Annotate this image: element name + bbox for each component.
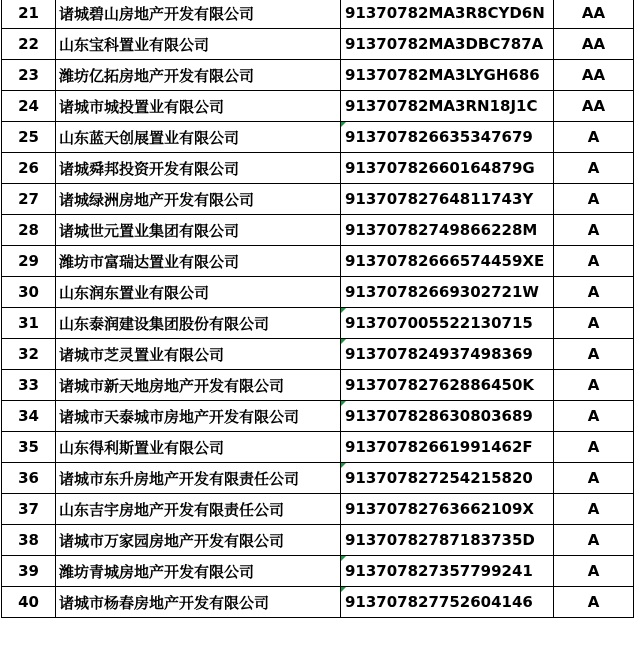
table-row: [2, 277, 634, 308]
table-row: [2, 153, 634, 184]
row-number-cell[interactable]: 38: [2, 525, 56, 556]
company-name-cell[interactable]: 山东吉宇房地产开发有限责任公司: [56, 494, 341, 525]
company-name-cell[interactable]: 潍坊青城房地产开发有限公司: [56, 556, 341, 587]
credit-grade-cell[interactable]: A: [554, 184, 634, 215]
row-number-cell[interactable]: 29: [2, 246, 56, 277]
table-row: [2, 339, 634, 370]
table-row: [2, 215, 634, 246]
table-row: [2, 525, 634, 556]
credit-code-text: 91370782764811743Y: [345, 190, 534, 208]
row-number-cell[interactable]: 36: [2, 463, 56, 494]
row-number-cell[interactable]: 37: [2, 494, 56, 525]
row-number-cell[interactable]: 39: [2, 556, 56, 587]
credit-code-cell[interactable]: [341, 432, 554, 463]
row-number-cell[interactable]: 25: [2, 122, 56, 153]
credit-grade-cell[interactable]: A: [554, 122, 634, 153]
table-row: [2, 463, 634, 494]
credit-code-text: 91370782762886450K: [345, 376, 535, 394]
company-name-cell[interactable]: 山东润东置业有限公司: [56, 277, 341, 308]
row-number-cell[interactable]: 35: [2, 432, 56, 463]
credit-code-text: 913707827752604146: [345, 593, 533, 611]
table-row: [2, 0, 634, 29]
credit-code-cell[interactable]: [341, 370, 554, 401]
credit-grade-cell[interactable]: A: [554, 215, 634, 246]
row-number-cell[interactable]: 22: [2, 29, 56, 60]
credit-code-cell[interactable]: [341, 339, 554, 370]
credit-grade-cell[interactable]: A: [554, 308, 634, 339]
credit-grade-cell[interactable]: A: [554, 525, 634, 556]
table-row: [2, 122, 634, 153]
row-number-cell[interactable]: 40: [2, 587, 56, 618]
credit-code-text: 91370782661991462F: [345, 438, 533, 456]
credit-code-cell[interactable]: [341, 556, 554, 587]
credit-code-cell[interactable]: [341, 184, 554, 215]
row-number-cell[interactable]: 33: [2, 370, 56, 401]
credit-code-text: 913707827254215820: [345, 469, 533, 487]
credit-grade-cell[interactable]: A: [554, 339, 634, 370]
credit-code-text: 91370782787183735D: [345, 531, 535, 549]
credit-code-text: 913707828630803689: [345, 407, 533, 425]
company-name-cell[interactable]: 山东蓝天创展置业有限公司: [56, 122, 341, 153]
table-row: [2, 494, 634, 525]
company-name-cell[interactable]: 山东宝科置业有限公司: [56, 29, 341, 60]
credit-code-text: 91370782MA3DBC787A: [345, 35, 544, 53]
company-name-cell[interactable]: 诸城绿洲房地产开发有限公司: [56, 184, 341, 215]
table-row: [2, 308, 634, 339]
credit-code-cell[interactable]: [341, 525, 554, 556]
credit-code-text: 913707827357799241: [345, 562, 533, 580]
row-number-cell[interactable]: 32: [2, 339, 56, 370]
credit-grade-cell[interactable]: A: [554, 587, 634, 618]
company-name-cell[interactable]: 诸城市城投置业有限公司: [56, 91, 341, 122]
row-number-cell[interactable]: 30: [2, 277, 56, 308]
table-body: [2, 0, 634, 618]
company-name-cell[interactable]: 诸城市东升房地产开发有限责任公司: [56, 463, 341, 494]
credit-code-text: 91370782749866228M: [345, 221, 538, 239]
credit-code-cell[interactable]: [341, 215, 554, 246]
credit-code-text: 91370782763662109X: [345, 500, 534, 518]
credit-code-cell[interactable]: [341, 277, 554, 308]
credit-grade-cell[interactable]: A: [554, 370, 634, 401]
company-name-cell[interactable]: 潍坊市富瑞达置业有限公司: [56, 246, 341, 277]
row-number-cell[interactable]: 31: [2, 308, 56, 339]
credit-grade-cell[interactable]: AA: [554, 91, 634, 122]
row-number-cell[interactable]: 21: [2, 0, 56, 29]
row-number-cell[interactable]: 26: [2, 153, 56, 184]
credit-grade-cell[interactable]: A: [554, 432, 634, 463]
credit-grade-cell[interactable]: AA: [554, 60, 634, 91]
cell-note-marker-icon: [341, 401, 346, 406]
credit-grade-cell[interactable]: A: [554, 401, 634, 432]
credit-grade-cell[interactable]: AA: [554, 29, 634, 60]
credit-code-text: 91370782660164879G: [345, 159, 535, 177]
credit-code-cell[interactable]: [341, 153, 554, 184]
company-name-cell[interactable]: 诸城市杨春房地产开发有限公司: [56, 587, 341, 618]
credit-code-text: 91370782666574459XE: [345, 252, 545, 270]
company-name-cell[interactable]: 诸城市万家园房地产开发有限公司: [56, 525, 341, 556]
credit-code-text: 91370782MA3RN18J1C: [345, 97, 538, 115]
credit-code-cell[interactable]: [341, 122, 554, 153]
credit-grade-cell[interactable]: A: [554, 556, 634, 587]
row-number-cell[interactable]: 28: [2, 215, 56, 246]
credit-code-cell[interactable]: [341, 60, 554, 91]
credit-code-text: 91370782MA3R8CYD6N: [345, 4, 545, 22]
table-row: [2, 246, 634, 277]
credit-code-text: 913707824937498369: [345, 345, 533, 363]
credit-code-text: 91370782MA3LYGH686: [345, 66, 540, 84]
cell-note-marker-icon: [341, 339, 346, 344]
row-number-cell[interactable]: 24: [2, 91, 56, 122]
company-name-cell[interactable]: 诸城世元置业集团有限公司: [56, 215, 341, 246]
credit-code-cell[interactable]: [341, 494, 554, 525]
cell-note-marker-icon: [341, 122, 346, 127]
company-name-cell[interactable]: 山东泰润建设集团股份有限公司: [56, 308, 341, 339]
credit-grade-cell[interactable]: A: [554, 463, 634, 494]
credit-code-text: 91370782669302721W: [345, 283, 539, 301]
credit-code-cell[interactable]: [341, 587, 554, 618]
table-row: [2, 184, 634, 215]
credit-code-cell[interactable]: [341, 246, 554, 277]
credit-code-text: 913707826635347679: [345, 128, 533, 146]
company-name-cell[interactable]: 诸城碧山房地产开发有限公司: [56, 0, 341, 29]
company-name-cell[interactable]: 诸城市新天地房地产开发有限公司: [56, 370, 341, 401]
cell-note-marker-icon: [341, 556, 346, 561]
table-row: [2, 556, 634, 587]
table-row: [2, 432, 634, 463]
table-row: [2, 370, 634, 401]
credit-grade-cell[interactable]: AA: [554, 0, 634, 29]
row-number-cell[interactable]: 34: [2, 401, 56, 432]
table-row: [2, 91, 634, 122]
table-row: [2, 29, 634, 60]
credit-code-cell[interactable]: [341, 308, 554, 339]
cell-note-marker-icon: [341, 308, 346, 313]
table-row: [2, 401, 634, 432]
credit-grade-cell[interactable]: A: [554, 246, 634, 277]
credit-grade-cell[interactable]: A: [554, 153, 634, 184]
table-row: [2, 60, 634, 91]
credit-grade-cell[interactable]: A: [554, 277, 634, 308]
credit-code-cell[interactable]: [341, 91, 554, 122]
credit-code-cell[interactable]: [341, 0, 554, 29]
company-name-cell[interactable]: 诸城市天泰城市房地产开发有限公司: [56, 401, 341, 432]
credit-code-cell[interactable]: [341, 401, 554, 432]
row-number-cell[interactable]: 27: [2, 184, 56, 215]
credit-code-cell[interactable]: [341, 463, 554, 494]
credit-rating-table: [1, 0, 634, 618]
company-name-cell[interactable]: 诸城舜邦投资开发有限公司: [56, 153, 341, 184]
table-row: [2, 587, 634, 618]
company-name-cell[interactable]: 山东得利斯置业有限公司: [56, 432, 341, 463]
credit-grade-cell[interactable]: A: [554, 494, 634, 525]
credit-code-text: 913707005522130715: [345, 314, 533, 332]
cell-note-marker-icon: [341, 463, 346, 468]
company-name-cell[interactable]: 潍坊亿拓房地产开发有限公司: [56, 60, 341, 91]
company-name-cell[interactable]: 诸城市芝灵置业有限公司: [56, 339, 341, 370]
row-number-cell[interactable]: 23: [2, 60, 56, 91]
credit-code-cell[interactable]: [341, 29, 554, 60]
cell-note-marker-icon: [341, 587, 346, 592]
